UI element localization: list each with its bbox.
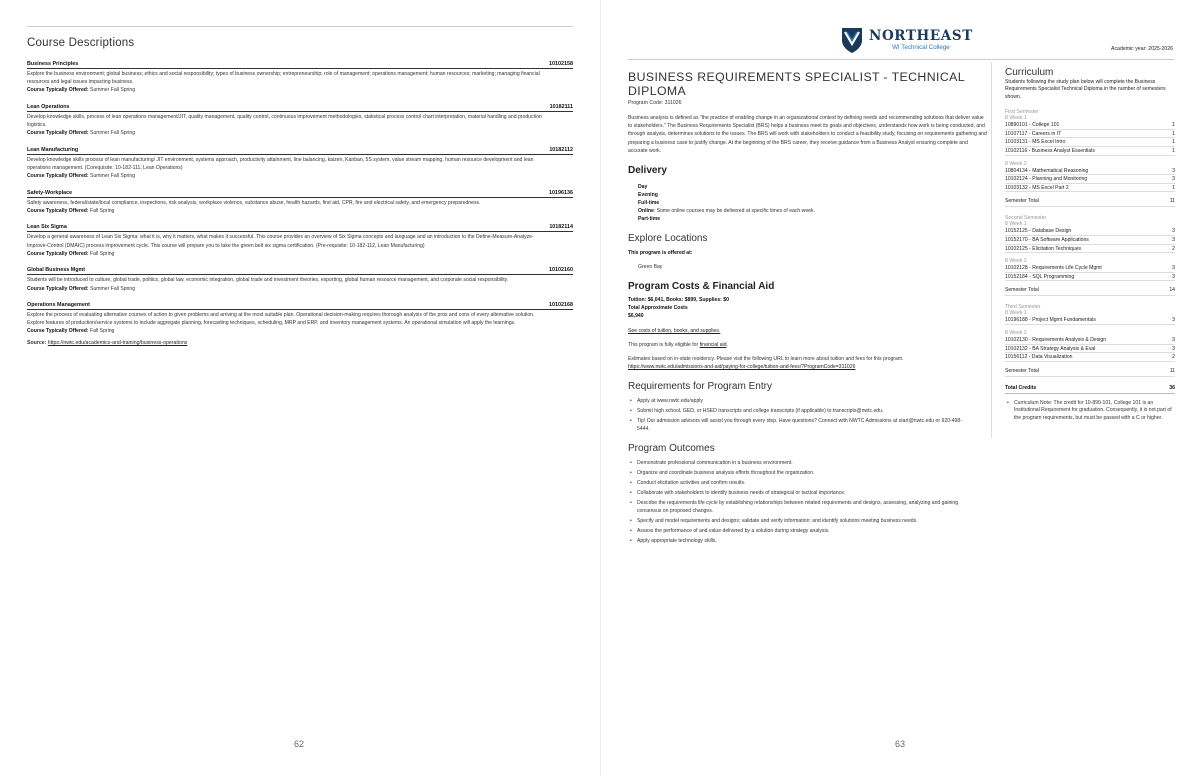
- course-description: Explore the process of evaluating alternative courses of action to given problems and arriving at the most suitable plan. Operational decision-making requires thorough analysis of the pros and cons of every alternative solution. Explore features of production/service systems to include aggregate planning, forecasting techniques, scheduling, MRP and ERP, and inventory management systems. An operational simulation will apply the learnings.: [27, 312, 535, 327]
- course-name: Lean Manufacturing: [27, 146, 79, 153]
- offered-terms: Summer Fall Spring: [90, 87, 136, 94]
- course-offered: [27, 207, 573, 215]
- curriculum-course-credits: 2: [1172, 245, 1175, 252]
- header-divider: [628, 59, 1174, 60]
- total-credits-value: 36: [1169, 384, 1175, 391]
- course-description: Develop knowledge skills process of lean manufacturing/ JIT environment, systems approach, productivity attainment, line balancing, kaizen, Kanban, 5S system, value stream mapping, human resource development and lean operations management. (Corequisite: 10-182-111, Lean Operations): [27, 156, 534, 172]
- curriculum-course-name: 10890101 - College 101: [1005, 122, 1060, 129]
- course-offered: [27, 129, 573, 137]
- semester-total-label: Semester Total: [1005, 287, 1039, 294]
- curriculum-course-name: 10102130 - Requirements Analysis & Design: [1005, 336, 1107, 343]
- week-label: 8 Week 2: [1005, 258, 1027, 265]
- total-credits-label: Total Credits: [1005, 384, 1037, 391]
- locations-heading: Explore Locations: [628, 233, 708, 245]
- curriculum-course-credits: 3: [1172, 228, 1175, 235]
- course-code: 10182114: [549, 224, 573, 231]
- curriculum-course-row: [1005, 227, 1175, 236]
- offered-terms: Fall Spring: [90, 250, 115, 257]
- course-header: [27, 224, 573, 232]
- costs-heading: Program Costs & Financial Aid: [628, 281, 775, 293]
- week-label: 8 Week 2: [1005, 329, 1027, 336]
- financial-aid-link[interactable]: financial aid: [699, 342, 727, 349]
- course-entry: [27, 190, 573, 215]
- week-label: 8 Week 1: [1005, 115, 1027, 122]
- curriculum-course-row: [1005, 316, 1175, 325]
- course-offered: [27, 285, 573, 293]
- requirements-list: [628, 398, 988, 433]
- outcome-item: • Assess the performance of and value delivered by a solution during strategy analysis.: [628, 528, 973, 536]
- curriculum-course-name: 10107117 - Careers in IT: [1005, 130, 1062, 137]
- page-number: 63: [895, 739, 906, 749]
- curriculum-course-row: [1005, 138, 1175, 147]
- section-title: Course Descriptions: [27, 37, 135, 49]
- curriculum-course-name: 10102124 - Planning and Monitoring: [1005, 176, 1088, 183]
- course-header: [27, 267, 573, 275]
- offered-terms: Summer Fall Spring: [90, 173, 136, 180]
- semester-list: [1005, 109, 1175, 377]
- offered-label: Course Typically Offered:: [27, 207, 89, 214]
- course-offered: [27, 250, 573, 258]
- outcome-item: • Conduct elicitation activities and confirm results.: [628, 480, 973, 488]
- total-costs-label: Total Approximate Costs: [628, 305, 688, 312]
- requirements-heading: Requirements for Program Entry: [628, 381, 772, 393]
- see-costs-link[interactable]: See costs of tuition, books, and supplies.: [628, 328, 721, 335]
- tuition-url-link[interactable]: https://www.nwtc.edu/admissions-and-aid/paying-for-college/tuition-and-fees/?ProgramCode=311026: [628, 364, 856, 371]
- program-details: [628, 70, 988, 548]
- curriculum-course-name: 10196188 - Project Mgmt Fundamentals: [1005, 317, 1096, 324]
- course-description: Develop knowledge skills, process of lean operations management/JIT, quality management, quality control, continuous improvement methodologies, statistical process control chart interpretation, material handling and production logistics.: [27, 113, 542, 129]
- source-label: Source:: [27, 340, 47, 346]
- semester-total-value: 14: [1169, 287, 1175, 294]
- course-header: [27, 190, 573, 198]
- semester-total-value: 11: [1169, 367, 1175, 374]
- offered-label: Course Typically Offered:: [27, 173, 89, 180]
- semester-total-row: [1005, 198, 1175, 207]
- page-number: 62: [294, 739, 305, 749]
- delivery-fulltime: Full-time: [638, 200, 660, 207]
- college-logo: [841, 26, 973, 54]
- curriculum-course-credits: 1: [1172, 184, 1175, 191]
- curriculum-intro: Students following the study plan below will complete the Business Requirements Specialist Technical Diploma in the number of semesters shown.: [1005, 79, 1166, 100]
- curriculum-course-name: 10103132 - MS Excel Part 2: [1005, 184, 1069, 191]
- course-description: Explore the business environment; global business; ethics and social responsibility; types of business ownership; entrepreneurship; role of management; operations management; human resources; marketing; managing financial resources and legal issues impacting business.: [27, 71, 540, 86]
- course-header: [27, 104, 573, 112]
- course-entry: [27, 61, 573, 94]
- costs-line: Tuition: $6,041, Books: $899, Supplies: $0: [628, 297, 729, 304]
- outcome-item: • Specify and model requirements and designs; validate and verify information; and identify solutions meeting business needs.: [628, 518, 973, 526]
- course-header: [27, 61, 573, 69]
- curriculum-course-row: [1005, 345, 1175, 354]
- curriculum-course-credits: 3: [1172, 167, 1175, 174]
- curriculum-course-credits: 1: [1172, 139, 1175, 146]
- curriculum-course-credits: 1: [1172, 122, 1175, 129]
- course-name: Lean Six Sigma: [27, 224, 67, 231]
- total-credits-row: [1005, 385, 1175, 394]
- outcome-item: • Collaborate with stakeholders to identify business needs of strategical or tactical importance.: [628, 490, 973, 498]
- program-title: BUSINESS REQUIREMENTS SPECIALIST - TECHNICAL DIPLOMA: [628, 70, 965, 98]
- delivery-evening: Evening: [638, 192, 658, 199]
- course-code: 10102160: [549, 267, 573, 274]
- curriculum-panel: [991, 62, 1175, 438]
- curriculum-course-credits: 3: [1172, 265, 1175, 272]
- semester-total-value: 11: [1169, 198, 1175, 205]
- semester-total-label: Semester Total: [1005, 198, 1039, 205]
- offered-label: Course Typically Offered:: [27, 130, 89, 137]
- course-code: 10102168: [549, 302, 573, 309]
- curriculum-course-row: [1005, 167, 1175, 176]
- outcome-item: • Describe the requirements life cycle by establishing relationships between related requirements and designs, assessing, analyzing and gaining consensus on proposed changes.: [628, 500, 973, 515]
- curriculum-course-name: 10103131 - MS Excel Intro: [1005, 139, 1066, 146]
- offered-terms: Fall Spring: [90, 328, 115, 335]
- delivery-online-text: : Some online courses may be delivered at specific times of each week.: [653, 208, 815, 215]
- course-header: [27, 302, 573, 310]
- offered-terms: Summer Fall Spring: [90, 130, 136, 137]
- semester-label: Third Semester: [1005, 304, 1041, 311]
- semester-total-label: Semester Total: [1005, 367, 1039, 374]
- week-label: 8 Week 1: [1005, 221, 1027, 228]
- curriculum-course-credits: 3: [1172, 273, 1175, 280]
- shield-icon: [841, 26, 863, 54]
- course-entry: [27, 267, 573, 292]
- logo-subtitle: WI Technical College: [892, 44, 950, 51]
- curriculum-course-credits: 2: [1172, 354, 1175, 361]
- course-description: Students will be introduced to culture, global trade, politics, global law, economic integration, global trade and investment theories, exporting, global human resource management, and corporate social responsibility.: [27, 277, 509, 284]
- aid-end: .: [726, 342, 728, 349]
- curriculum-course-credits: 1: [1172, 148, 1175, 154]
- estimates-text: Estimates based on in-state residency. Please visit the following URL to learn more about tuition and fees for this program.: [628, 356, 904, 363]
- week-label: 8 Week 2: [1005, 160, 1027, 167]
- curriculum-course-row: [1005, 353, 1175, 362]
- curriculum-course-row: [1005, 245, 1175, 254]
- right-page: [600, 0, 1200, 776]
- curriculum-course-credits: 3: [1172, 176, 1175, 183]
- curriculum-course-row: [1005, 273, 1175, 282]
- delivery-day: Day: [638, 184, 648, 191]
- course-entry: [27, 224, 573, 257]
- course-code: 10102158: [549, 61, 573, 67]
- curriculum-course-row: [1005, 130, 1175, 139]
- requirement-item: • Submit high school, GED, or HSED transcripts and college transcripts (if applicable) to transcripts@nwtc.edu.: [628, 408, 973, 416]
- curriculum-course-row: [1005, 184, 1175, 193]
- curriculum-course-row: [1005, 336, 1175, 345]
- curriculum-course-row: [1005, 264, 1175, 273]
- outcome-item: • Demonstrate professional communication in a business environment.: [628, 460, 973, 468]
- outcomes-list: [628, 460, 988, 545]
- curriculum-course-name: 10102128 - Requirements Life Cycle Mgmt: [1005, 265, 1102, 272]
- curriculum-course-credits: 3: [1172, 236, 1175, 243]
- course-offered: [27, 172, 573, 180]
- curriculum-title: Curriculum: [1005, 67, 1054, 78]
- offered-label: Course Typically Offered:: [27, 328, 89, 335]
- curriculum-course-row: [1005, 175, 1175, 184]
- source-line: [27, 340, 187, 346]
- curriculum-course-row: [1005, 236, 1175, 245]
- requirement-item: • Tip! Our admission advisors will assist you through every step. Have questions? Connect with NWTC Admissions at start@nwtc.edu or 920-498-5444.: [628, 418, 973, 433]
- course-name: Business Principles: [27, 61, 79, 67]
- course-description: Develop a general awareness of Lean Six Sigma: what it is, why it matters, what makes it successful. This course provides an overview of Six Sigma concepts and language and an introduction to the Define-Measure-Analyze-Improve-Control (DMAIC) process improvement cycle. This course will prepare you to take the green belt six sigma certification. (Pre-requisite: 10-182-112, Lean Manufacturing): [27, 234, 534, 249]
- delivery-online: Online: [638, 208, 654, 215]
- curriculum-course-credits: 3: [1172, 345, 1175, 352]
- offered-terms: Fall Spring: [90, 207, 115, 214]
- aid-line: [628, 341, 988, 349]
- requirement-item: • Apply at www.nwtc.edu/apply: [628, 398, 973, 406]
- curriculum-course-credits: 3: [1172, 336, 1175, 343]
- offered-label: Course Typically Offered:: [27, 250, 89, 257]
- program-code: Program Code: 311026: [628, 100, 682, 106]
- curriculum-course-name: 10152125 - Database Design: [1005, 228, 1072, 235]
- outcome-item: • Organize and coordinate business analysis efforts throughout the organization.: [628, 470, 973, 478]
- curriculum-note: • Curriculum Note: The credit for 10-890-101, College 101 is an Institutional Requirement for graduation. Consequently, it is not part of the program requirements, but must be passed with a C or higher.: [1005, 400, 1175, 422]
- semester-total-row: [1005, 287, 1175, 296]
- delivery-parttime: Part-time: [638, 216, 661, 223]
- course-code: 10196136: [549, 189, 573, 196]
- course-entry: [27, 104, 573, 137]
- offered-label: Course Typically Offered:: [27, 285, 89, 292]
- course-offered: [27, 327, 573, 335]
- delivery-list: [638, 183, 988, 223]
- delivery-heading: Delivery: [628, 165, 667, 177]
- curriculum-course-name: 10152184 - SQL Programming: [1005, 273, 1075, 280]
- course-name: Operations Management: [27, 302, 90, 309]
- course-code: 10182111: [549, 103, 573, 110]
- curriculum-course-credits: 1: [1172, 130, 1175, 137]
- course-offered: [27, 86, 573, 94]
- curriculum-course-name: 10152170 - BA Software Applications: [1005, 236, 1089, 243]
- aid-text: This program is fully eligible for: [628, 342, 700, 349]
- offered-label: Course Typically Offered:: [27, 87, 89, 94]
- logo-wordmark: NORTHEAST: [869, 28, 973, 44]
- curriculum-course-row: [1005, 147, 1175, 156]
- course-name: Safety-Workplace: [27, 189, 73, 196]
- semester-label: First Semester: [1005, 109, 1039, 116]
- curriculum-course-name: 10102125 - Elicitation Techniques: [1005, 245, 1082, 252]
- source-link[interactable]: https://nwtc.edu/academics-and-training/business-operations: [47, 340, 188, 346]
- offered-at-label: This program is offered at:: [628, 250, 693, 257]
- curriculum-course-name: 10102116 - Business Analyst Essentials: [1005, 148, 1095, 154]
- course-entry: [27, 302, 573, 335]
- course-name: Global Business Mgmt: [27, 267, 86, 274]
- week-label: 8 Week 1: [1005, 310, 1027, 317]
- location-name: Green Bay: [638, 264, 663, 271]
- curriculum-course-row: [1005, 121, 1175, 130]
- total-costs-value: $6,940: [628, 313, 644, 320]
- semester-total-row: [1005, 368, 1175, 377]
- outcome-item: • Apply appropriate technology skills.: [628, 538, 973, 546]
- academic-year: Academic year: 2025-2026: [1111, 46, 1173, 52]
- curriculum-course-name: 10102132 - BA Strategy Analysis & Eval: [1005, 345, 1096, 352]
- course-code: 10182112: [549, 146, 573, 153]
- curriculum-course-credits: 3: [1172, 317, 1175, 324]
- curriculum-course-name: 10804134 - Mathematical Reasoning: [1005, 167, 1089, 174]
- program-intro: Business analysis is defined as "the practice of enabling change in an organizational context by defining needs and recommending solutions that deliver value to stakeholders." The Business Requirements Specialist (BRS) helps a business meet its goals and objectives, understands how work is being conducted, and through analysis, determines solutions to the issues. The BRS will work with stakeholders to conduct a feasibility study, focusing on requirements gathering and preparing a business case to justify change. At the beginning of the BRS career, they receive guidance from a Business Analyst ensuring complete and accurate work.: [628, 115, 987, 154]
- course-list: [27, 61, 573, 345]
- course-description: Safety awareness, federal/state/local compliance, inspections, risk analysis, workplace violence, substance abuse, health hazards, first aid, CPR, fire and electrical safety, and emergency preparedness.: [27, 199, 481, 206]
- course-entry: [27, 147, 573, 180]
- semester-label: Second Semester: [1005, 215, 1047, 222]
- course-name: Lean Operations: [27, 103, 70, 110]
- outcomes-heading: Program Outcomes: [628, 443, 715, 455]
- top-divider: [27, 26, 573, 27]
- offered-terms: Summer Fall Spring: [90, 285, 136, 292]
- course-header: [27, 147, 573, 155]
- curriculum-course-name: 10156112 - Data Visualization: [1005, 354, 1073, 361]
